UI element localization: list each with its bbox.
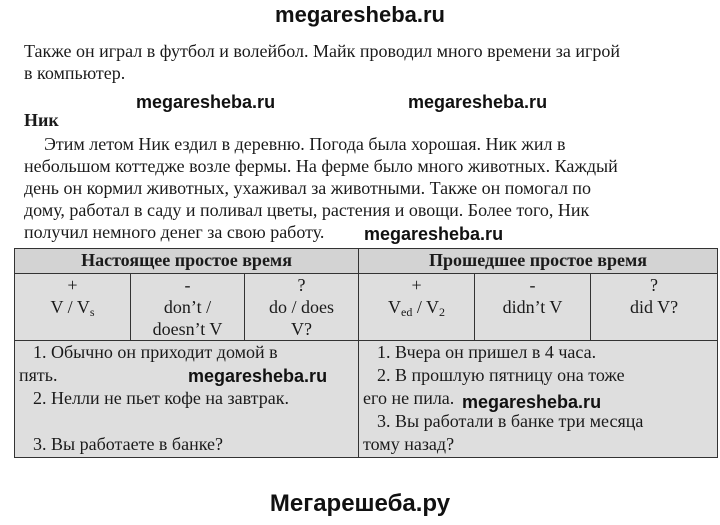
present-positive-cell: + V / $V_s$ [15, 274, 131, 341]
watermark-mid-right: megaresheba.ru [408, 92, 548, 112]
paragraph-line: Этим летом Ник ездил в деревню. Погода была хорошая. Ник жил в [44, 134, 566, 154]
watermark-bottom: Мегарешеба.ру [269, 490, 451, 517]
example-line: тому назад? [363, 434, 455, 454]
example-line: 2. Нелли не пьет кофе на завтрак. [33, 388, 289, 408]
watermark-after-paragraph: megaresheba.ru [364, 224, 504, 244]
example-line: 2. В прошлую пятницу она тоже [377, 365, 625, 385]
example-line: 1. Вчера он пришел в 4 часа. [377, 342, 597, 362]
header-present-simple: Настоящее простое время [15, 249, 359, 274]
watermark-table-right: megaresheba.ru [462, 392, 602, 412]
paragraph-line: небольшом коттедже возле фермы. На ферме было много животных. Каждый [24, 156, 618, 176]
table-header-row [15, 249, 718, 274]
example-line: пять. [19, 365, 58, 385]
past-question-cell: ? did V? [591, 274, 718, 341]
example-line: его не пила. [363, 388, 455, 408]
table-examples-row [15, 341, 718, 458]
example-line: 3. Вы работаете в банке? [33, 434, 223, 454]
present-examples-cell [15, 341, 359, 458]
header-past-simple: Прошедшее простое время [359, 249, 718, 274]
section-heading: Ник [24, 110, 59, 130]
example-line [19, 410, 354, 433]
grammar-table [14, 248, 718, 458]
past-negative-cell: - didn’t V [475, 274, 591, 341]
watermark-table-left: megaresheba.ru [188, 366, 328, 386]
past-positive-cell: + $V_{ed} / V_2$ [359, 274, 475, 341]
intro-paragraph [24, 40, 704, 84]
present-negative-cell: - don’t / doesn’t V [131, 274, 245, 341]
example-line: 1. Обычно он приходит домой в [33, 342, 278, 362]
watermark-mid-left: megaresheba.ru [136, 92, 276, 112]
example-line: 3. Вы работали в банке три месяца [377, 411, 644, 431]
paragraph-line: дому, работал в саду и поливал цветы, растения и овощи. Более того, Ник [24, 200, 590, 220]
paragraph-line: получил немного денег за свою работу. [24, 222, 325, 242]
paragraph-line: день он кормил животных, ухаживал за животными. Также он помогал по [24, 178, 592, 198]
watermark-top: megaresheba.ru [275, 2, 445, 27]
intro-line: в компьютер. [24, 63, 126, 83]
table-forms-row [15, 274, 718, 341]
intro-line: Также он играл в футбол и волейбол. Майк проводил много времени за игрой [24, 41, 620, 61]
present-question-cell: ? do / does V? [245, 274, 359, 341]
